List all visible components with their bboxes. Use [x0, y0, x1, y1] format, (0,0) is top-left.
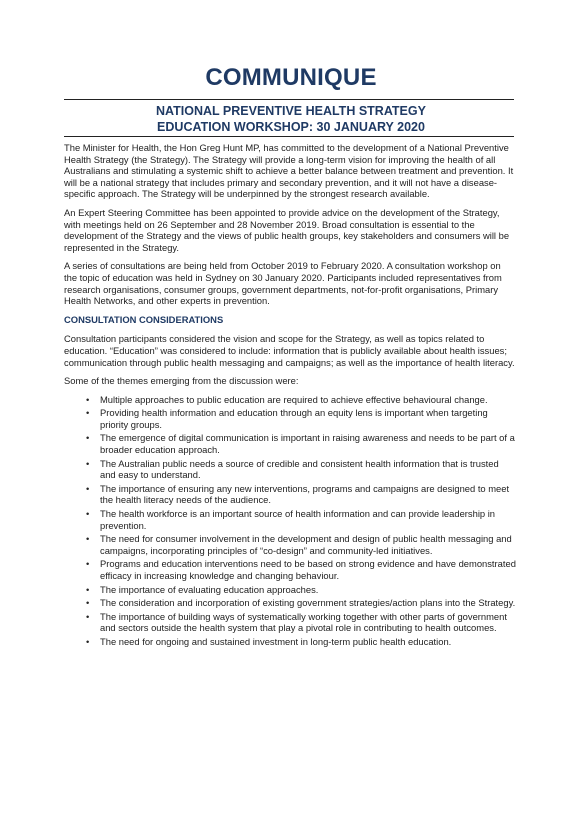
- divider-top: [64, 99, 514, 100]
- list-item: [64, 611, 516, 634]
- subtitle-line-2: EDUCATION WORKSHOP: 30 JANUARY 2020: [157, 120, 425, 134]
- list-item-text: The need for consumer involvement in the development and design of public health messaging and campaigns, incorporating principles of “co-design” and community-led initiatives.: [100, 533, 512, 556]
- bullet-icon: •: [86, 482, 90, 494]
- list-item: [64, 508, 516, 531]
- subtitle-line-1: NATIONAL PREVENTIVE HEALTH STRATEGY: [156, 104, 426, 118]
- list-item-text: The Australian public needs a source of credible and consistent health information that is trusted and easy to understand.: [100, 457, 499, 481]
- list-item-text: The health workforce is an important source of health information and can provide leadership in prevention.: [100, 508, 496, 531]
- list-item-text: Providing health information and education through an equity lens is important when targeting priority groups.: [100, 407, 488, 430]
- page-title: COMMUNIQUE: [205, 64, 377, 91]
- bullet-icon: •: [86, 635, 90, 647]
- list-item: [64, 394, 516, 406]
- list-item: [64, 458, 516, 481]
- divider-bottom: [64, 136, 514, 137]
- list-item: [64, 432, 516, 455]
- paragraph-themes-lead: Some of the themes emerging from the discussion were:: [64, 375, 299, 387]
- paragraph-intro: The Minister for Health, the Hon Greg Hunt MP, has committed to the development of a National Preventive Health Strategy (the Strategy). The Strategy will provide a long-term vision for improving the health of all Australians and stimulating a systemic shift to achieve a better balance between treatment and prevention. It will be a national strategy that includes primary and secondary prevention, and it will not have a disease-specific approach. The Strategy will be underpinned by the strongest research available.: [64, 142, 514, 200]
- bullet-icon: •: [86, 457, 90, 469]
- list-item: [64, 558, 516, 581]
- section-heading: CONSULTATION CONSIDERATIONS: [64, 313, 224, 325]
- bullet-icon: •: [86, 432, 90, 444]
- list-item: [64, 407, 516, 430]
- bullet-icon: •: [86, 597, 90, 609]
- list-item: [64, 584, 516, 596]
- bullet-icon: •: [86, 558, 90, 570]
- list-item-text: Programs and education interventions need to be based on strong evidence and have demonstrated efficacy in increasing knowledge and changing behaviour.: [100, 558, 516, 581]
- paragraph-section-intro: Consultation participants considered the vision and scope for the Strategy, as well as topics related to education. “Education” was considered to include: information that is publicly available about health issues; communication through public health messaging and campaigns; as well as the importance of health literacy.: [64, 333, 515, 368]
- bullet-icon: •: [86, 610, 90, 622]
- list-item-text: The importance of building ways of systematically working together with other parts of government and sectors outside the health system that play a pivotal role in contributing to health outcomes.: [100, 610, 507, 634]
- list-item-text: The importance of evaluating education approaches.: [100, 583, 319, 595]
- bullet-icon: •: [86, 583, 90, 595]
- list-item: [64, 483, 516, 506]
- list-item: [64, 636, 516, 648]
- bullet-icon: •: [86, 393, 90, 405]
- paragraph-committee: An Expert Steering Committee has been appointed to provide advice on the development of the Strategy, with meetings held on 26 September and 28 November 2019. Broad consultation is essential to the development of the Strategy and the views of public health groups, key stakeholders and consumers will be represented in the Strategy.: [64, 206, 510, 253]
- bullet-icon: •: [86, 508, 90, 520]
- list-item-text: Multiple approaches to public education are required to achieve effective behavioural change.: [100, 393, 488, 405]
- bullet-icon: •: [86, 407, 90, 419]
- list-item: [64, 533, 516, 556]
- bullet-icon: •: [86, 533, 90, 545]
- list-item-text: The importance of ensuring any new interventions, programs and campaigns are designed to meet the health literacy needs of the audience.: [100, 482, 510, 506]
- themes-list: [64, 394, 516, 648]
- list-item-text: The consideration and incorporation of existing government strategies/action plans into the Strategy.: [100, 597, 516, 609]
- document-body: [64, 142, 516, 650]
- list-item-text: The need for ongoing and sustained investment in long-term public health education.: [100, 635, 452, 647]
- paragraph-consultations: A series of consultations are being held from October 2019 to February 2020. A consultation workshop on the topic of education was held in Sydney on 30 January 2020. Participants included representatives from research organisations, consumer groups, government departments, not-for-profit organisations, Primary Health Networks, and other experts in prevention.: [64, 260, 502, 307]
- list-item-text: The emergence of digital communication is important in raising awareness and needs to be part of a broader education approach.: [100, 432, 515, 456]
- list-item: [64, 597, 516, 609]
